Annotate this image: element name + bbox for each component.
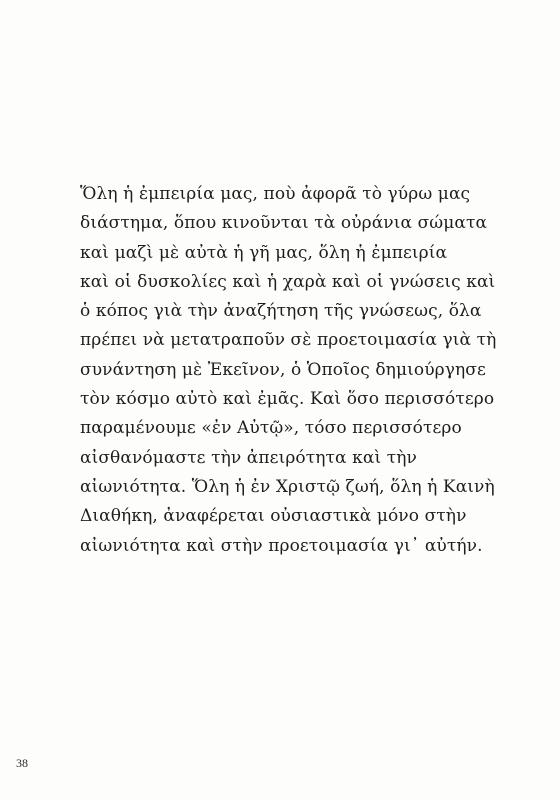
text-line: διάστημα, ὅπου κινοῦνται τὰ οὐράνια σώματα [80,213,488,234]
text-line: αἰσθανόμαστε τὴν ἀπειρότητα καὶ τὴν [80,447,417,468]
text-line: ὁ κόπος γιὰ τὴν ἀναζήτηση τῆς γνώσεως, ὅλα [80,301,482,322]
text-line: συνάντηση μὲ Ἐκεῖνον, ὁ Ὁποῖος δημιούργησε [80,359,486,380]
text-line: παραμένουμε «ἐν Αὐτῷ», τόσο περισσότερο [80,418,462,439]
text-line: αἰωνιότητα. Ὅλη ἡ ἐν Χριστῷ ζωή, ὅλη ἡ Καινὴ [80,476,495,497]
text-line: καὶ οἱ δυσκολίες καὶ ἡ χαρὰ καὶ οἱ γνώσεις καὶ [80,271,496,292]
text-line: Ὅλη ἡ ἐμπειρία μας, ποὺ ἀφορᾶ τὸ γύρω μας [80,184,471,204]
text-line: τὸν κόσμο αὐτὸ καὶ ἐμᾶς. Καὶ ὅσο περισσότερο [80,389,495,410]
text-line: Διαθήκη, ἀναφέρεται οὐσιαστικὰ μόνο στὴν [80,506,467,527]
text-line: αἰωνιότητα καὶ στὴν προετοιμασία γι᾽ αὐτήν. [80,535,483,556]
body-paragraph [80,180,540,561]
page-number: 38 [16,756,28,770]
text-line: καὶ μαζὶ μὲ αὐτὰ ἡ γῆ μας, ὅλη ἡ ἐμπειρία [80,242,448,263]
text-line: πρέπει νὰ μετατραποῦν σὲ προετοιμασία γιὰ τὴ [80,330,497,351]
